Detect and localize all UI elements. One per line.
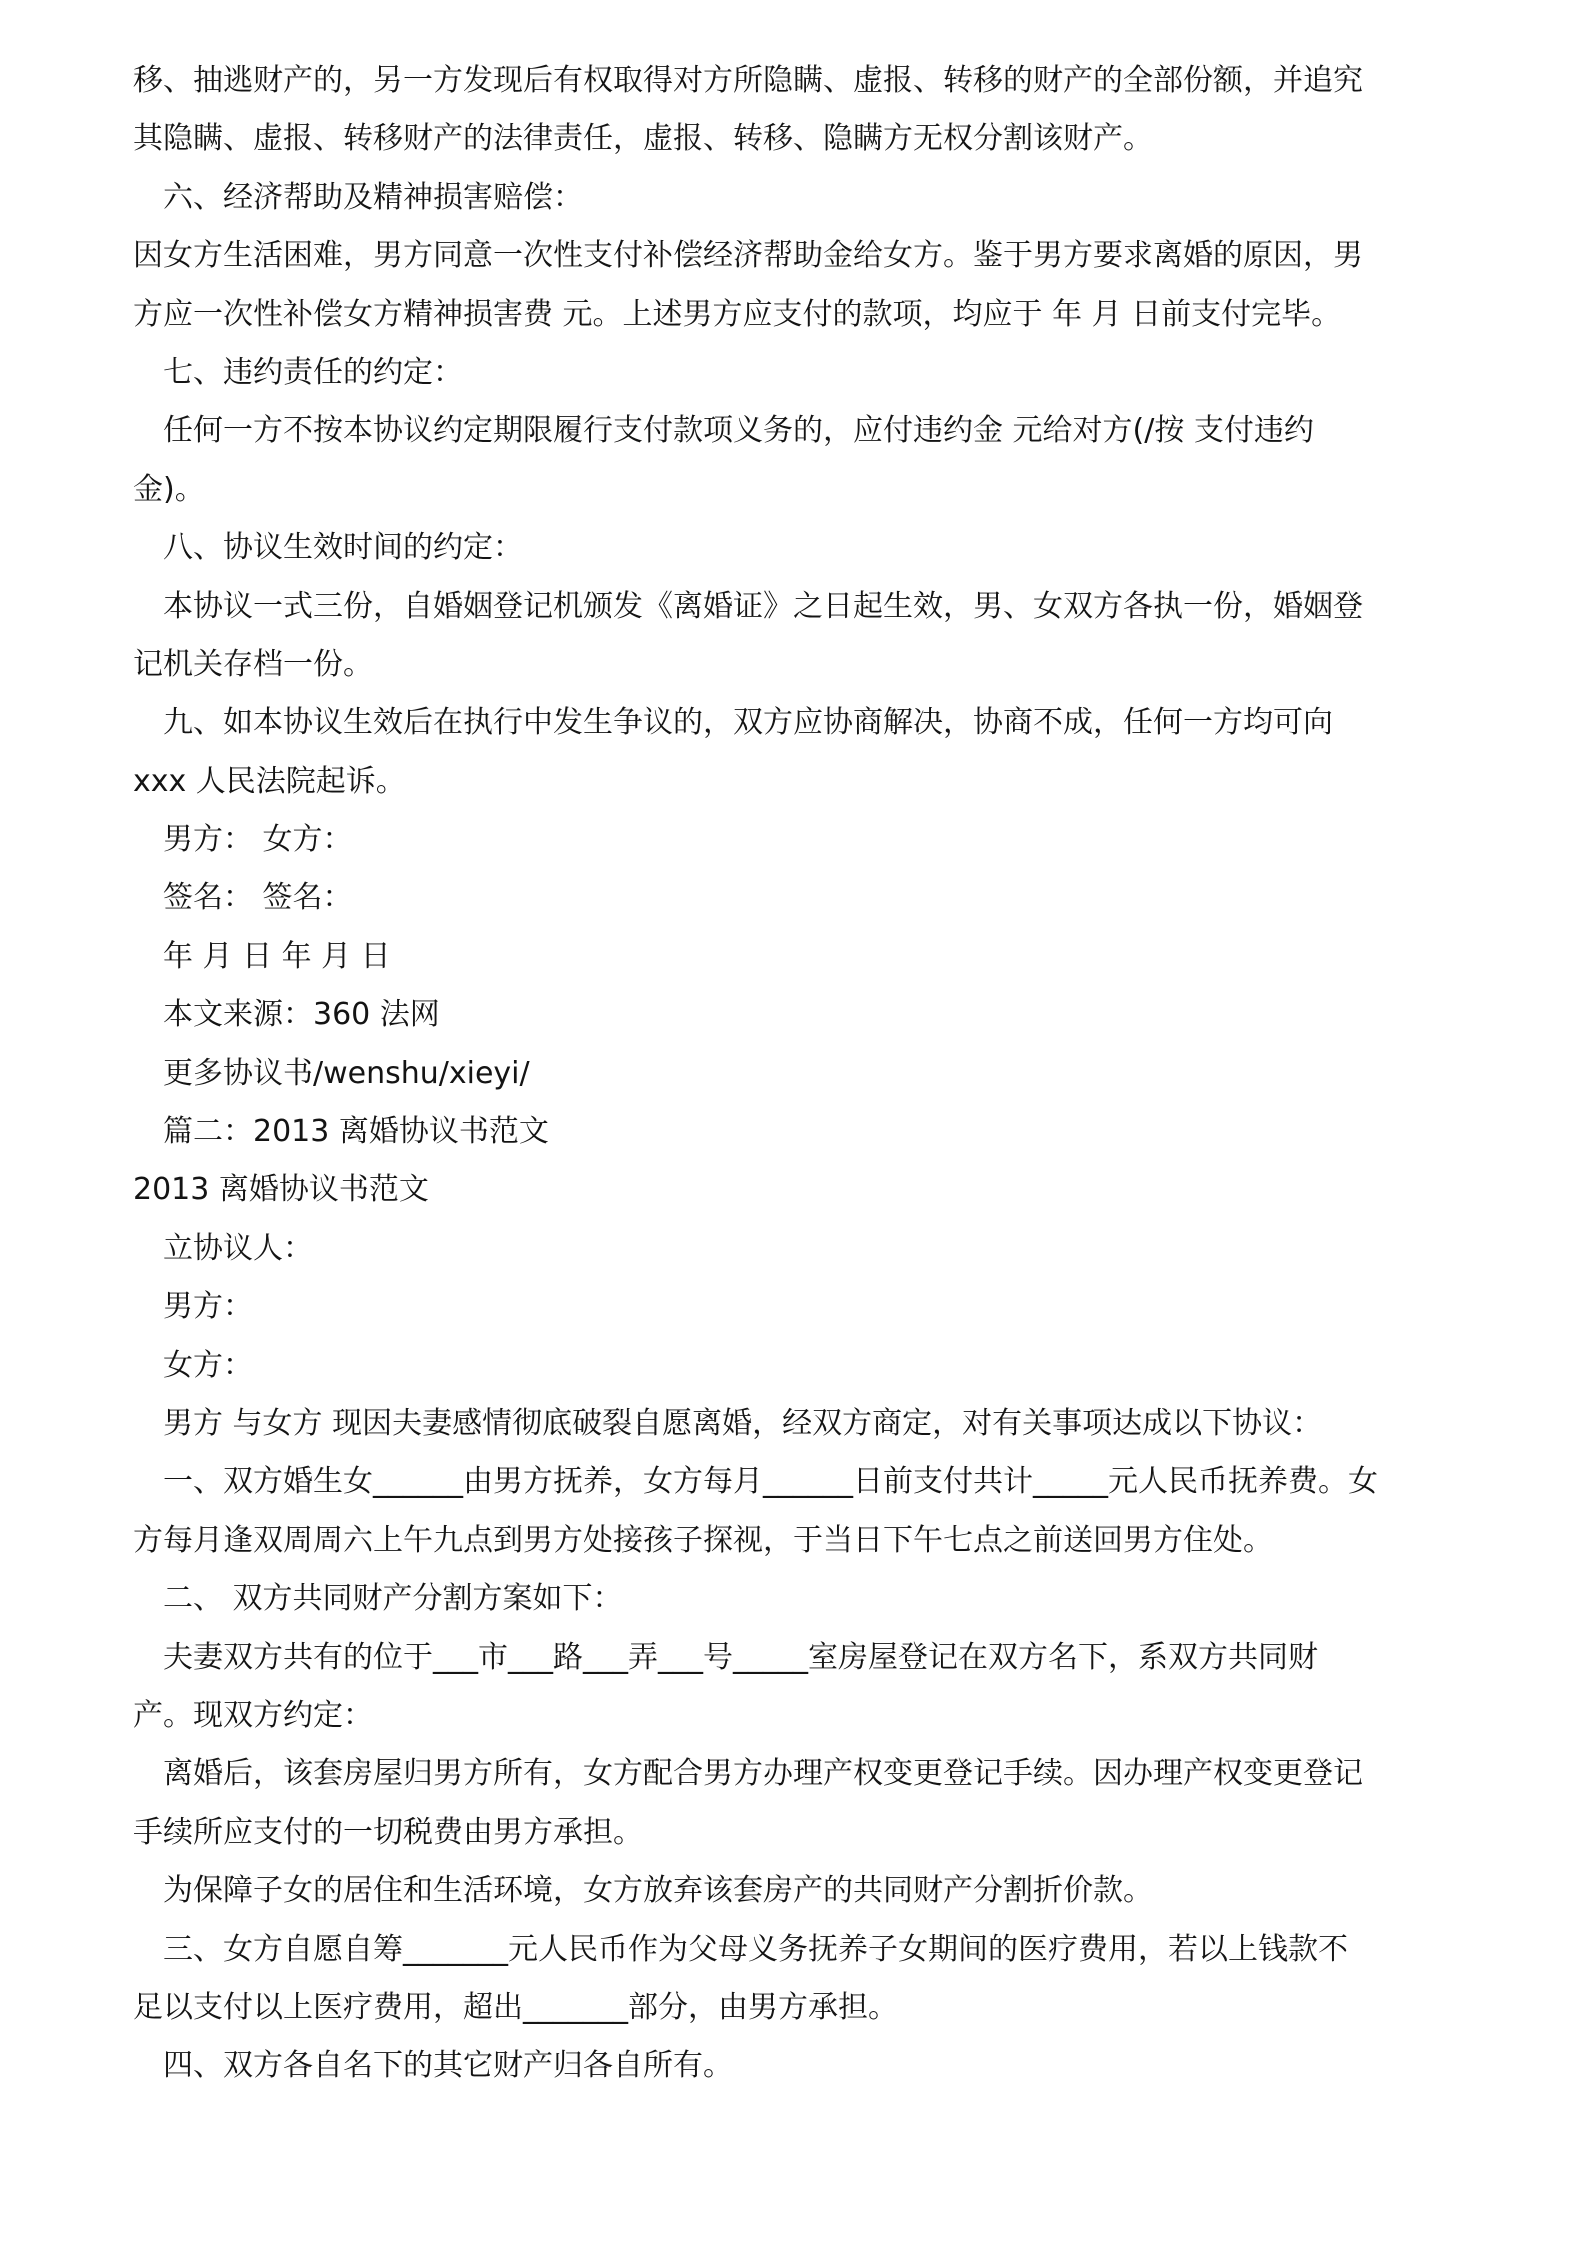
- text-line: 离婚后，该套房屋归男方所有，女方配合男方办理产权变更登记手续。因办理产权变更登记: [163, 1756, 1363, 1792]
- text-line: 二、 双方共同财产分割方案如下：: [163, 1581, 623, 1617]
- text-line: 签名： 签名：: [163, 880, 353, 916]
- text-line: 移、抽逃财产的，另一方发现后有权取得对方所隐瞒、虚报、转移的财产的全部份额，并追究: [133, 63, 1363, 98]
- text-line: 九、如本协议生效后在执行中发生争议的，双方应协商解决，协商不成，任何一方均可向: [163, 705, 1333, 741]
- text-line: 三、女方自愿自筹_______元人民币作为父母义务抚养子女期间的医疗费用，若以上钱款不: [163, 1931, 1348, 1967]
- text-line: xxx 人民法院起诉。: [133, 763, 406, 799]
- text-line: 男方：: [163, 1289, 253, 1325]
- text-line: 夫妻双方共有的位于___市___路___弄___号_____室房屋登记在双方名下，系双方共同财: [163, 1639, 1318, 1675]
- text-line: 足以支付以上医疗费用，超出_______部分，由男方承担。: [133, 1989, 898, 2025]
- text-line: 女方：: [163, 1347, 253, 1383]
- text-line: 产。现双方约定：: [133, 1697, 373, 1733]
- text-line: 本协议一式三份，自婚姻登记机颁发《离婚证》之日起生效，男、女双方各执一份，婚姻登: [163, 588, 1363, 624]
- text-line: 任何一方不按本协议约定期限履行支付款项义务的，应付违约金 元给对方(/按 支付违约: [163, 413, 1314, 449]
- text-line: 2013 离婚协议书范文: [133, 1172, 429, 1208]
- text-line: 本文来源：360 法网: [163, 997, 440, 1033]
- text-line: 八、协议生效时间的约定：: [163, 530, 523, 566]
- text-line: 为保障子女的居住和生活环境，女方放弃该套房产的共同财产分割折价款。: [163, 1873, 1153, 1909]
- text-line: 一、双方婚生女______由男方抚养，女方每月______日前支付共计_____元人民币抚养费。女: [163, 1464, 1378, 1500]
- text-line: 因女方生活困难，男方同意一次性支付补偿经济帮助金给女方。鉴于男方要求离婚的原因，男: [133, 238, 1363, 274]
- text-line: 四、双方各自名下的其它财产归各自所有。: [163, 2048, 733, 2084]
- text-line: 男方 与女方 现因夫妻感情彻底破裂自愿离婚，经双方商定，对有关事项达成以下协议：: [163, 1405, 1323, 1441]
- text-line: 年 月 日 年 月 日: [163, 938, 391, 974]
- text-line: 六、经济帮助及精神损害赔偿：: [163, 179, 583, 215]
- text-line: 篇二：2013 离婚协议书范文: [163, 1114, 549, 1150]
- text-line: 金)。: [133, 471, 205, 507]
- text-line: 方应一次性补偿女方精神损害费 元。上述男方应支付的款项，均应于 年 月 日前支付完毕。: [133, 296, 1342, 332]
- text-line: 七、违约责任的约定：: [163, 354, 463, 390]
- text-line: 手续所应支付的一切税费由男方承担。: [133, 1814, 643, 1850]
- text-line: 立协议人：: [163, 1230, 313, 1266]
- text-line: 方每月逢双周周六上午九点到男方处接孩子探视，于当日下午七点之前送回男方住处。: [133, 1522, 1273, 1558]
- text-line: 记机关存档一份。: [133, 646, 373, 682]
- text-line: 更多协议书/wenshu/xieyi/: [163, 1055, 530, 1091]
- text-line: 其隐瞒、虚报、转移财产的法律责任，虚报、转移、隐瞒方无权分割该财产。: [133, 121, 1153, 157]
- text-line: 男方： 女方：: [163, 822, 353, 858]
